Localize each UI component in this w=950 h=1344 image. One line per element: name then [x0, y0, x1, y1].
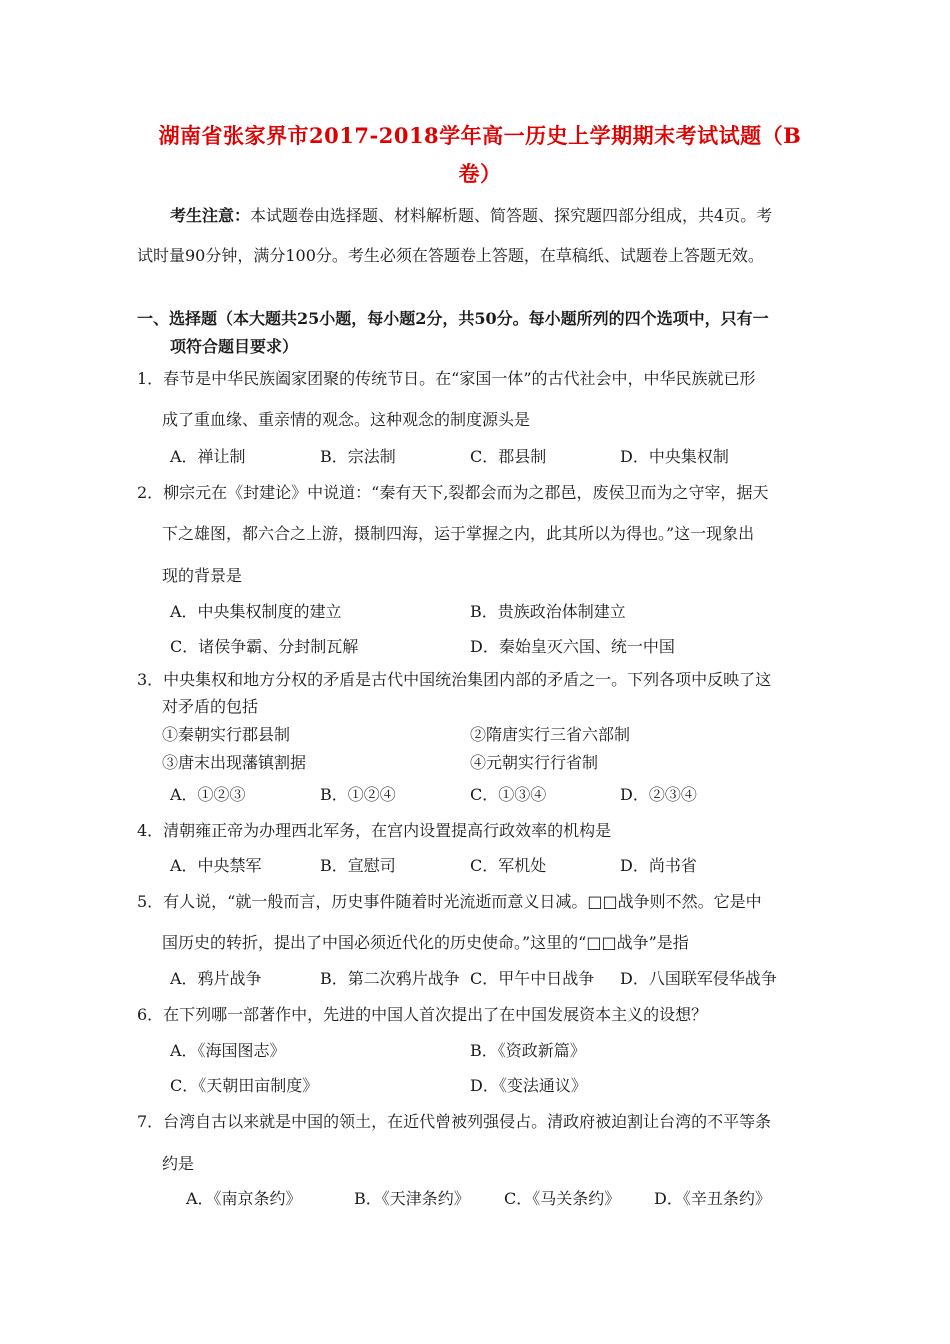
question-3-item-2: ②隋唐实行三省六部制 — [470, 725, 631, 744]
question-7-text-cont: 约是 — [162, 1154, 195, 1173]
question-2-option-a: A．中央集权制度的建立 — [170, 602, 342, 621]
question-3-option-b: B．①②④ — [320, 785, 396, 804]
question-2-text-cont2: 现的背景是 — [162, 566, 243, 585]
question-7-option-a: A．《南京条约》 — [186, 1189, 302, 1208]
question-3-item-1: ①秦朝实行郡县制 — [162, 725, 291, 744]
exam-title-line2: 卷） — [458, 161, 502, 186]
question-3-option-d: D．②③④ — [620, 785, 697, 804]
question-3-item-3: ③唐末出现藩镇割据 — [162, 753, 307, 772]
question-4-option-b: B．宣慰司 — [320, 856, 396, 875]
question-6-option-b: B．《资政新篇》 — [470, 1041, 586, 1060]
question-4-option-c: C．军机处 — [470, 856, 547, 875]
question-1-option-b: B．宗法制 — [320, 447, 396, 466]
question-5-option-d: D．八国联军侵华战争 — [620, 969, 777, 988]
question-3-item-4: ④元朝实行行省制 — [470, 753, 599, 772]
question-3-text: 3．中央集权和地方分权的矛盾是古代中国统治集团内部的矛盾之一。下列各项中反映了这 — [137, 670, 772, 689]
question-1-text: 1．春节是中华民族阖家团聚的传统节日。在“家国一体”的古代社会中，中华民族就已形 — [137, 369, 756, 388]
question-5-option-b: B．第二次鸦片战争 — [320, 969, 460, 988]
question-1-text-cont: 成了重血缘、重亲情的观念。这种观念的制度源头是 — [162, 410, 531, 429]
question-2-option-b: B．贵族政治体制建立 — [470, 602, 626, 621]
question-1-option-a: A．禅让制 — [170, 447, 246, 466]
question-7-option-c: C．《马关条约》 — [504, 1189, 621, 1208]
question-2-text-cont1: 下之雄图，都六合之上游，摄制四海，运于掌握之内，此其所以为得也。”这一现象出 — [162, 524, 755, 543]
notice-label: 考生注意： — [170, 206, 251, 225]
question-5-option-c: C．甲午中日战争 — [470, 969, 595, 988]
question-2-text: 2．柳宗元在《封建论》中说道：“秦有天下,裂都会而为之郡邑，废侯卫而为之守宰，据天 — [137, 483, 769, 502]
question-6-text: 6．在下列哪一部著作中，先进的中国人首次提出了在中国发展资本主义的设想？ — [137, 1005, 708, 1024]
question-3-option-c: C．①③④ — [470, 785, 547, 804]
notice-line2: 试时量90分钟，满分100分。考生必须在答题卷上答题，在草稿纸、试题卷上答题无效。 — [137, 246, 764, 265]
question-7-text: 7．台湾自古以来就是中国的领土，在近代曾被列强侵占。清政府被迫割让台湾的不平等条 — [137, 1112, 772, 1131]
question-3-option-a: A．①②③ — [170, 785, 246, 804]
question-4-text: 4．清朝雍正帝为办理西北军务，在宫内设置提高行政效率的机构是 — [137, 821, 612, 840]
question-1-option-d: D．中央集权制 — [620, 447, 729, 466]
question-6-option-c: C．《天朝田亩制度》 — [170, 1076, 319, 1095]
question-5-text-cont: 国历史的转折，提出了中国必须近代化的历史使命。”这里的“□□战争”是指 — [162, 933, 689, 952]
question-6-option-a: A．《海国图志》 — [170, 1041, 286, 1060]
question-2-option-d: D．秦始皇灭六国、统一中国 — [470, 637, 675, 656]
question-6-option-d: D．《变法通议》 — [470, 1076, 587, 1095]
question-5-option-a: A．鸦片战争 — [170, 969, 262, 988]
question-7-option-b: B．《天津条约》 — [354, 1189, 470, 1208]
section-heading-line2: 项符合题目要求） — [170, 337, 299, 356]
question-3-text-cont: 对矛盾的包括 — [162, 697, 259, 716]
notice-line1 — [170, 203, 772, 226]
question-2-option-c: C．诸侯争霸、分封制瓦解 — [170, 637, 359, 656]
notice-text: 本试题卷由选择题、材料解析题、简答题、探究题四部分组成，共4页。考 — [250, 206, 773, 225]
question-7-option-d: D．《辛丑条约》 — [654, 1189, 771, 1208]
question-1-option-c: C．郡县制 — [470, 447, 547, 466]
question-5-text: 5．有人说，“就一般而言，历史事件随着时光流逝而意义日减。□□战争则不然。它是中 — [137, 892, 762, 911]
exam-title-line1: 湖南省张家界市2017-2018学年高一历史上学期期末考试试题（B — [158, 123, 802, 148]
question-4-option-d: D．尚书省 — [620, 856, 697, 875]
section-heading-line1: 一、选择题（本大题共25小题，每小题2分，共50分。每小题所列的四个选项中，只有一 — [137, 309, 769, 328]
question-4-option-a: A．中央禁军 — [170, 856, 262, 875]
